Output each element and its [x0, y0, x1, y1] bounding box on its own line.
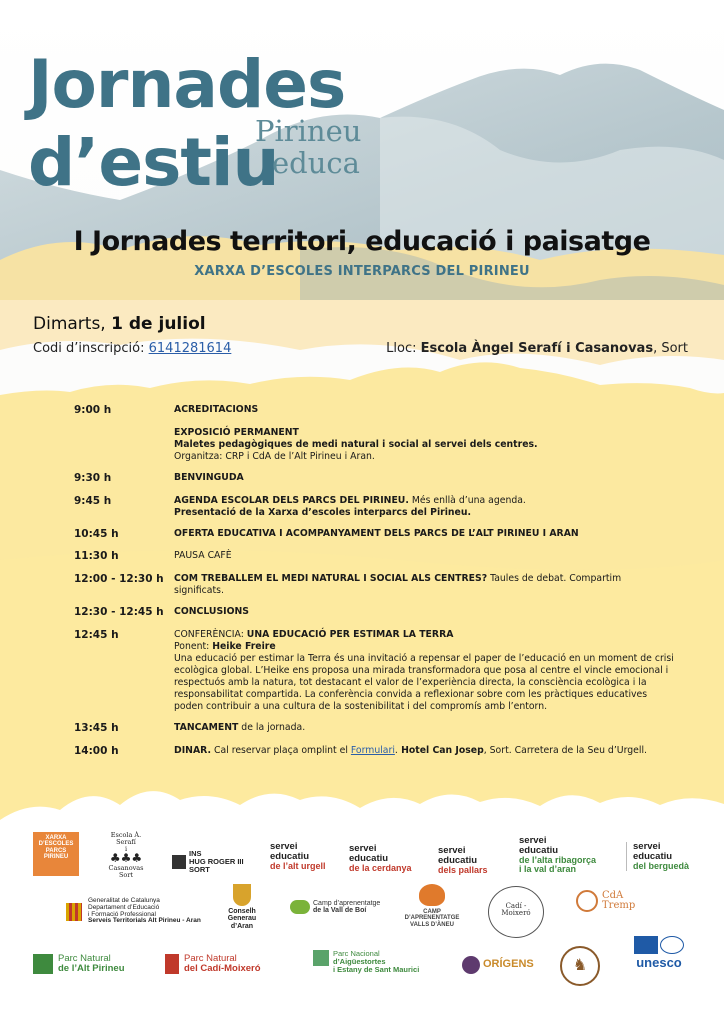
title-line-1: Jornades — [28, 46, 346, 123]
servei-educatiu-bergueda — [626, 842, 689, 871]
logo-text: XARXA — [45, 835, 67, 841]
logo-text: Parc Nacional — [333, 949, 380, 958]
logo-text: servei — [519, 835, 547, 846]
schedule-title: AGENDA ESCOLAR DELS PARCS DEL PIRINEU. — [174, 494, 409, 506]
schedule-row — [74, 550, 674, 564]
schedule-time: 10:45 h — [74, 527, 119, 540]
logo-text: educatiu — [519, 844, 559, 856]
logo-text: unesco — [636, 955, 682, 970]
schedule-line: Maletes pedagògiques de medi natural i social al servei dels centres. — [174, 438, 538, 450]
logo-text: Moixeró — [501, 909, 531, 918]
parc-alt-pirineu-logo — [33, 954, 125, 974]
ins-logo — [172, 850, 244, 874]
schedule-pre: CONFERÈNCIA: — [174, 628, 247, 640]
people-icon: ♣♣♣ — [109, 851, 143, 866]
deer-icon: ♞ — [572, 957, 588, 974]
logo-text: D’APRENENTATGE — [404, 915, 460, 922]
schedule-rest: , Sort. Carretera de la Seu d’Urgell. — [483, 744, 647, 756]
schedule-time: 13:45 h — [74, 722, 119, 735]
schedule-time: 9:45 h — [74, 494, 112, 507]
schedule-rest: Taules de debat. Compartim significats. — [174, 572, 622, 597]
logo-text: Tremp — [602, 900, 636, 911]
xarxa-logo — [33, 832, 79, 876]
parc-aiguestortes-logo — [313, 950, 419, 974]
logo-text: servei — [633, 841, 661, 852]
schedule-row — [74, 722, 674, 736]
logo-text: Casanovas — [108, 864, 144, 873]
cadi-moixero-camp-logo — [488, 886, 544, 938]
escola-logo — [100, 832, 152, 879]
event-day: Dimarts, — [33, 314, 106, 334]
schedule-title: COM TREBALLEM EL MEDI NATURAL I SOCIAL ALS CENTRES? — [174, 572, 488, 584]
logo-text: educatiu — [349, 852, 389, 864]
unesco-temple-icon — [634, 936, 658, 954]
hotel-name: Hotel Can Josep — [397, 744, 484, 756]
schedule-row — [74, 573, 674, 597]
speaker-name: Heike Freire — [212, 640, 276, 652]
logo-text: de l’Alt Pirineu — [58, 963, 125, 974]
schedule-row — [74, 495, 674, 519]
logo-text: Generau — [227, 915, 257, 923]
code-label: Codi d’inscripció: — [33, 341, 145, 356]
cda-circle-icon — [576, 890, 598, 912]
unesco-logo — [634, 936, 684, 970]
logo-text: D’ESCOLES — [38, 841, 74, 848]
logo-text: servei — [349, 843, 377, 854]
schedule-row — [74, 427, 674, 463]
logo-text: CAMP — [423, 909, 441, 915]
schedule-row — [74, 745, 674, 759]
servei-educatiu-pallars — [438, 846, 488, 875]
logo-text: ORÍGENS — [483, 958, 534, 971]
park-icon — [33, 954, 53, 974]
logo-text: VALLS D’ÀNEU — [410, 921, 454, 928]
schedule-title: ACREDITACIONS — [174, 404, 259, 415]
schedule-title: BENVINGUDA — [174, 471, 244, 483]
gencat-logo — [66, 898, 201, 925]
schedule-row — [74, 404, 674, 418]
schedule-time: 9:30 h — [74, 471, 112, 484]
network-subtitle: XARXA D’ESCOLES INTERPARCS DEL PIRINEU — [194, 264, 530, 279]
logo-text: Conselh — [228, 908, 256, 915]
schedule-time: 9:00 h — [74, 404, 112, 416]
servei-educatiu-urgell — [270, 842, 326, 871]
title-line-2: d’estiu — [28, 124, 279, 201]
origens-mark-icon — [462, 956, 480, 974]
schedule-time: 14:00 h — [74, 744, 119, 757]
park-icon — [165, 954, 179, 974]
event-date-value: 1 de juliol — [111, 314, 206, 334]
logo-text: i la val d’aran — [519, 864, 577, 875]
leaf-icon — [290, 900, 310, 914]
schedule-rest: . — [394, 744, 398, 756]
schedule — [74, 404, 674, 768]
schedule-title: CONCLUSIONS — [174, 606, 250, 618]
logo-text: Departament d’Educació — [88, 903, 160, 911]
origens-logo — [462, 956, 534, 974]
place-label: Lloc: — [386, 341, 417, 356]
schedule-title: EXPOSICIÓ PERMANENT — [174, 426, 299, 438]
schedule-line: Organitza: CRP i CdA de l’Alt Pirineu i Aran. — [174, 450, 375, 462]
schedule-body: Una educació per estimar la Terra és una invitació a repensar el paper de l’educació en un moment de crisi ecològica global. L’Heike ens proposa una mirada transformadora que posa al centre el vincle emocional i respectuós amb la natura, tot destacant el valor de l’experiència directa, la consciència ecològica i la responsabilitat compartida. La conferència convida a reflexionar sobre com les pràctiques educatives poden contribuir a una cultura de la sostenibilitat i del compromís amb l’entorn. — [174, 652, 674, 713]
logo-text: de la Vall de Boí — [313, 907, 367, 915]
logo-text: del berguedà — [633, 860, 690, 871]
logo-text: de l’alt urgell — [270, 860, 326, 871]
logo-text: PIRINEU — [43, 853, 69, 860]
event-place — [386, 341, 688, 356]
schedule-title: OFERTA EDUCATIVA I ACOMPANYAMENT DELS PARCS DE L’ALT PIRINEU I ARAN — [174, 527, 579, 539]
logo-text: Parc Natural — [184, 953, 237, 965]
schedule-row — [74, 629, 674, 714]
servei-educatiu-ribagorca — [519, 836, 596, 875]
bear-icon — [419, 884, 445, 906]
logo-text: educatiu — [270, 850, 310, 862]
schedule-row — [74, 472, 674, 486]
schedule-rest: de la jornada. — [238, 722, 306, 734]
conselh-aran-logo — [222, 884, 262, 930]
logo-text: Parc Natural — [58, 953, 111, 965]
logo-text: Sort — [118, 870, 134, 879]
logo-text: Cadí - — [505, 902, 527, 910]
schedule-row — [74, 606, 674, 620]
park-icon — [313, 950, 329, 966]
code-link[interactable]: 6141281614 — [148, 341, 232, 356]
place-town: , Sort — [653, 341, 688, 356]
senyera-icon — [66, 903, 82, 921]
schedule-title: PAUSA CAFÈ — [174, 550, 232, 562]
logo-text: SORT — [189, 864, 210, 874]
logo-text: d’Aigüestortes — [333, 956, 386, 966]
logo-text: Generalitat de Catalunya — [88, 897, 160, 904]
logo-text: Escola À. Serafí — [110, 831, 142, 846]
logo-text: i Estany de Sant Maurici — [333, 964, 420, 974]
schedule-title: UNA EDUCACIÓ PER ESTIMAR LA TERRA — [246, 628, 454, 640]
logo-text: i Formació Professional — [88, 910, 156, 918]
logo-text: servei — [270, 841, 298, 852]
form-link[interactable]: Formulari — [350, 744, 395, 756]
geopark-icon — [660, 936, 684, 954]
event-date — [33, 314, 206, 334]
main-heading: I Jornades territori, educació i paisatge — [73, 226, 651, 257]
partner-logos — [0, 828, 724, 1024]
logo-text: i — [124, 844, 128, 853]
handwritten-line-2: educa — [272, 146, 360, 180]
schedule-rest: Cal reservar plaça omplint el — [211, 744, 351, 756]
schedule-time: 12:45 h — [74, 628, 119, 641]
schedule-time: 12:00 - 12:30 h — [74, 572, 164, 585]
logo-text: educatiu — [633, 850, 673, 862]
ins-mark-icon — [172, 855, 186, 869]
schedule-row — [74, 528, 674, 542]
logo-text: HUG ROGER III — [189, 856, 244, 866]
servei-educatiu-cerdanya — [349, 844, 412, 873]
logo-text: Serveis Territorials Alt Pirineu - Aran — [88, 917, 201, 925]
logo-text: educatiu — [438, 854, 478, 866]
logo-text: del Cadí-Moixeró — [184, 963, 261, 974]
schedule-time: 12:30 - 12:45 h — [74, 606, 164, 619]
schedule-title: DINAR. — [174, 744, 212, 756]
registration-code — [33, 341, 231, 356]
logo-text: PARCS — [45, 847, 67, 854]
logo-text: dels pallars — [438, 864, 488, 875]
logo-text: servei — [438, 845, 466, 856]
speaker-label: Ponent: — [174, 640, 213, 652]
place-name: Escola Àngel Serafí i Casanovas — [420, 341, 654, 356]
schedule-line: Presentació de la Xarxa d’escoles interparcs del Pirineu. — [174, 506, 471, 518]
logo-text: CdA — [602, 889, 624, 901]
schedule-time: 11:30 h — [74, 550, 119, 563]
logo-text: d’Aran — [230, 922, 254, 930]
coat-of-arms-icon — [233, 884, 251, 906]
logo-text: de l’alta ribagorça — [519, 854, 597, 865]
schedule-rest: Més enllà d’una agenda. — [408, 494, 526, 506]
camp-aneu-logo — [402, 884, 462, 928]
cda-tremp-logo — [576, 890, 635, 912]
camp-vall-boi-logo — [290, 900, 380, 915]
deer-reserve-logo — [560, 946, 600, 986]
logo-text: INS — [189, 849, 202, 858]
logo-text: de la cerdanya — [349, 862, 412, 873]
schedule-title: TANCAMENT — [174, 722, 239, 734]
parc-cadi-logo — [165, 954, 261, 974]
logo-text: Camp d’aprenentatge — [313, 900, 381, 907]
schedule-time — [74, 427, 174, 463]
handwritten-line-1: Pirineu — [255, 114, 362, 148]
